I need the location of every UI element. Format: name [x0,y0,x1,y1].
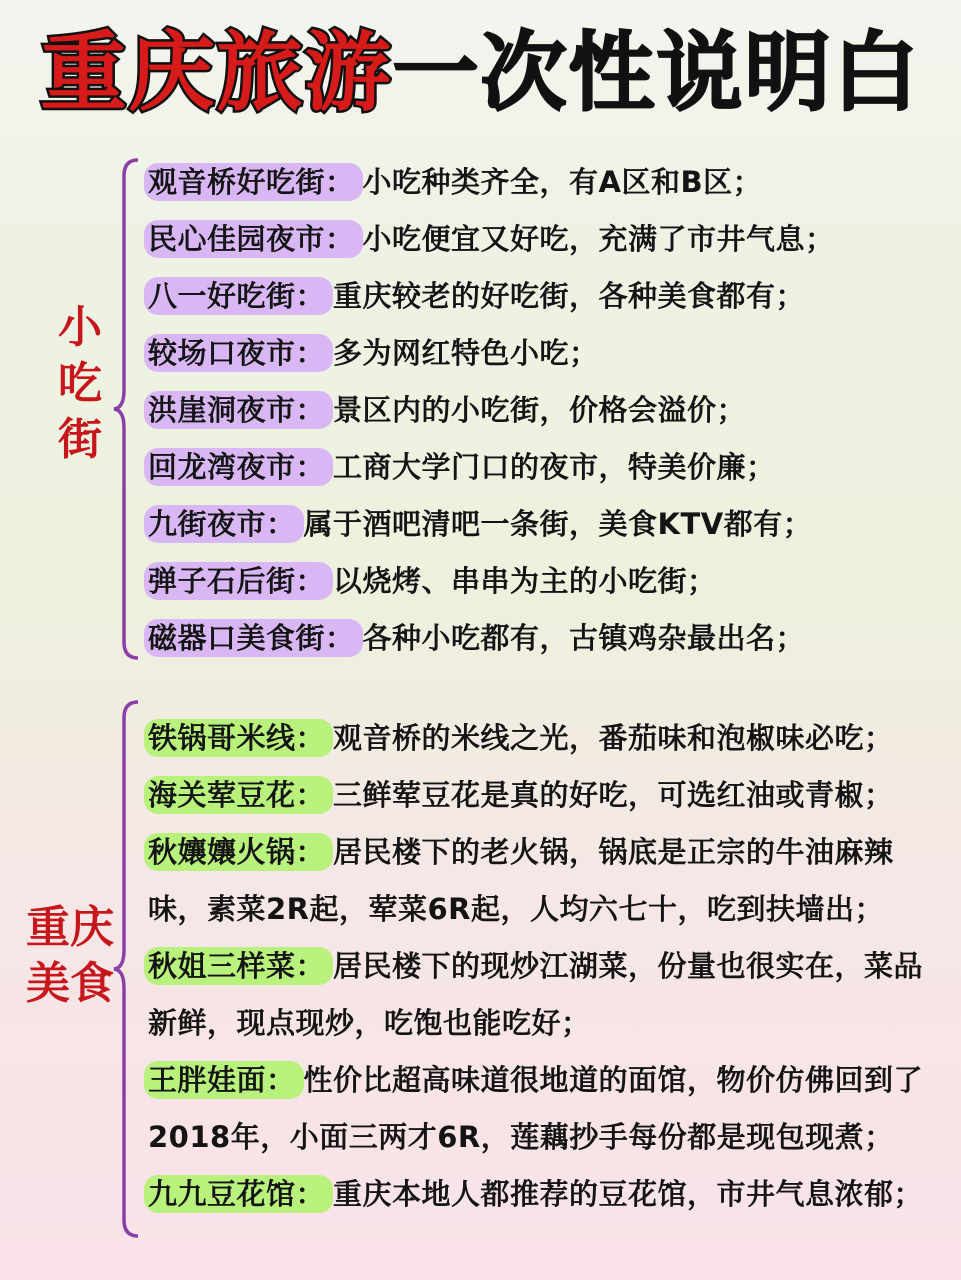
list-item [148,496,948,553]
list-item [148,767,948,824]
list-item [148,325,948,382]
item-name: 秋姐三样菜： [144,947,333,985]
section-label-snack-street: 小 吃 街 [58,302,102,465]
list-item [148,610,948,667]
item-name: 王胖娃面： [144,1061,304,1099]
item-desc: 景区内的小吃街，价格会溢价； [333,393,747,427]
list-item [148,938,948,1052]
item-desc: 属于酒吧清吧一条街，美食KTV都有； [303,507,813,541]
item-desc: 多为网红特色小吃； [333,336,599,370]
title-red-part: 重庆旅游 [40,23,393,123]
item-name: 秋孃孃火锅： [144,833,333,871]
item-desc: 重庆较老的好吃街，各种美食都有； [333,279,806,313]
item-name: 磁器口美食街： [144,619,363,657]
list-item [148,268,948,325]
list-item [148,154,948,211]
page-title [0,18,961,128]
section-label-chongqing-food: 重庆 美食 [26,902,114,1009]
item-desc: 各种小吃都有，古镇鸡杂最出名； [362,621,806,655]
item-name: 洪崖洞夜市： [144,391,333,429]
snack-street-list [148,154,948,667]
list-item [148,439,948,496]
list-item [148,211,948,268]
title-black-part: 一次性说明白 [392,23,921,123]
list-item [148,1166,948,1223]
list-item [148,824,948,938]
item-name: 观音桥好吃街： [144,163,363,201]
item-name: 回龙湾夜市： [144,448,333,486]
item-name: 九九豆花馆： [144,1175,333,1213]
item-name: 弹子石后街： [144,562,333,600]
item-name: 八一好吃街： [144,277,333,315]
item-desc: 小吃种类齐全，有A区和B区； [362,165,763,199]
item-desc: 居民楼下的现炒江湖菜，份量也很实在，菜品新鲜，现点现炒，吃饱也能吃好； [148,949,924,1040]
item-desc: 观音桥的米线之光，番茄味和泡椒味必吃； [333,721,894,755]
item-desc: 以烧烤、串串为主的小吃街； [333,564,717,598]
item-desc: 性价比超高味道很地道的面馆，物价仿佛回到了2018年，小面三两才6R，莲藕抄手每份都是现包现煮； [148,1063,924,1154]
chongqing-food-list [148,710,948,1223]
curly-brace-icon [112,158,142,660]
item-name: 九街夜市： [144,505,304,543]
list-item [148,382,948,439]
item-name: 海关荤豆花： [144,776,333,814]
item-desc: 工商大学门口的夜市，特美价廉； [333,450,776,484]
item-desc: 小吃便宜又好吃，充满了市井气息； [362,222,835,256]
list-item [148,1052,948,1166]
item-name: 较场口夜市： [144,334,333,372]
list-item [148,710,948,767]
item-desc: 三鲜荤豆花是真的好吃，可选红油或青椒； [333,778,894,812]
item-desc: 重庆本地人都推荐的豆花馆，市井气息浓郁； [333,1177,924,1211]
list-item [148,553,948,610]
curly-brace-icon [112,700,142,1238]
item-name: 铁锅哥米线： [144,719,333,757]
item-desc: 居民楼下的老火锅，锅底是正宗的牛油麻辣味，素菜2R起，荤菜6R起，人均六七十，吃到扶墙出； [148,835,894,926]
item-name: 民心佳园夜市： [144,220,363,258]
